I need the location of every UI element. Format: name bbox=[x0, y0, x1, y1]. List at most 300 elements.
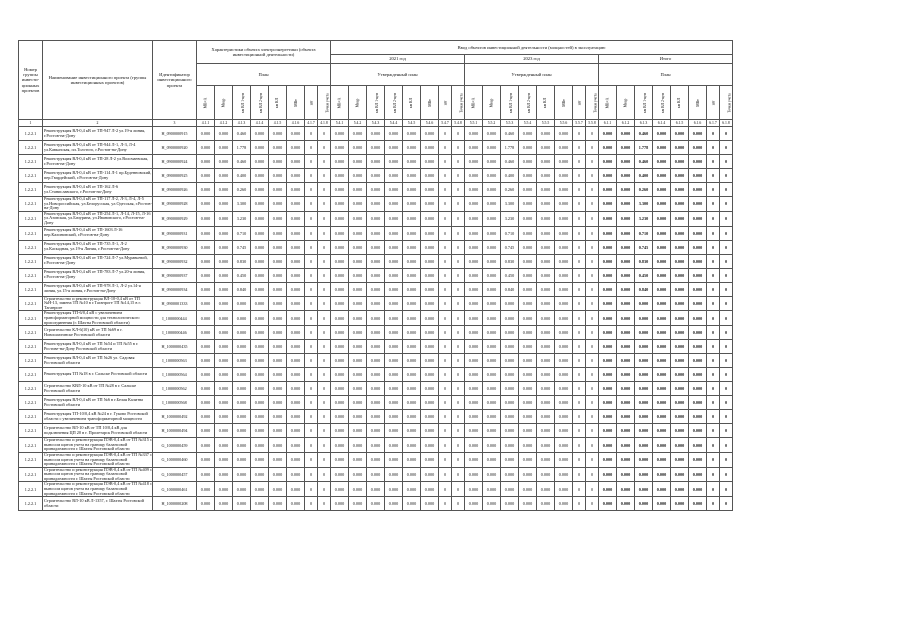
value-cell: 0.000 bbox=[269, 296, 287, 311]
value-cell: 0.000 bbox=[421, 482, 439, 497]
unit-header-label: МВ×А bbox=[471, 97, 476, 108]
value-cell: 0.000 bbox=[483, 326, 501, 340]
value-cell: 0.000 bbox=[501, 467, 519, 482]
value-cell: 0 bbox=[439, 197, 452, 212]
value-cell: 0 bbox=[720, 183, 733, 197]
value-cell: 0.000 bbox=[483, 452, 501, 467]
value-cell: 0.000 bbox=[555, 424, 573, 438]
value-cell: 0 bbox=[720, 296, 733, 311]
value-cell: 0.000 bbox=[215, 467, 233, 482]
value-cell: 0.000 bbox=[537, 326, 555, 340]
value-cell: 0.000 bbox=[233, 424, 251, 438]
value-cell: 0.745 bbox=[635, 240, 653, 254]
value-cell: 0.000 bbox=[599, 254, 617, 268]
value-cell: 0.000 bbox=[251, 211, 269, 226]
value-cell: 0.000 bbox=[465, 296, 483, 311]
unit-header-label: км КЛ bbox=[677, 97, 682, 108]
value-cell: 0.000 bbox=[483, 340, 501, 354]
value-cell: 0.000 bbox=[197, 438, 215, 453]
value-cell: 0.000 bbox=[689, 410, 707, 424]
value-cell: 0.000 bbox=[599, 396, 617, 410]
value-cell: 0.000 bbox=[537, 452, 555, 467]
value-cell: 0.000 bbox=[555, 396, 573, 410]
value-cell: 0.000 bbox=[465, 368, 483, 382]
value-cell: 0.000 bbox=[617, 368, 635, 382]
value-cell: 0.000 bbox=[555, 226, 573, 240]
value-cell: 0.000 bbox=[233, 467, 251, 482]
value-cell: 0.000 bbox=[269, 452, 287, 467]
value-cell: 0.000 bbox=[233, 296, 251, 311]
value-cell: 0.000 bbox=[689, 482, 707, 497]
value-cell: 0 bbox=[439, 354, 452, 368]
value-cell: 0.000 bbox=[617, 326, 635, 340]
value-cell: 0.000 bbox=[251, 340, 269, 354]
value-cell: 0 bbox=[707, 282, 720, 296]
table-row bbox=[19, 497, 733, 511]
unit-header bbox=[215, 86, 233, 120]
value-cell: 0.000 bbox=[349, 438, 367, 453]
value-cell: 0 bbox=[318, 326, 331, 340]
value-cell: 0 bbox=[707, 296, 720, 311]
value-cell: 0.000 bbox=[689, 155, 707, 169]
unit-header bbox=[233, 86, 251, 120]
value-cell: 0.000 bbox=[501, 382, 519, 396]
project-id-cell: I_1000000563 bbox=[153, 354, 197, 368]
project-id-cell: H_0900000934 bbox=[153, 282, 197, 296]
project-name-cell: Строительство и реконструкция ПЭВ-0,4 кВ от ТП №409 с выносом щитов учета на границу балансовой принадлежности г. Шахты Ростовской области bbox=[44, 467, 152, 481]
value-cell: 0.000 bbox=[671, 424, 689, 438]
value-cell: 0.830 bbox=[501, 254, 519, 268]
unit-header-label: МВ×А bbox=[203, 97, 208, 108]
value-cell: 0 bbox=[707, 311, 720, 326]
unit-header bbox=[331, 86, 349, 120]
value-cell: 0.000 bbox=[197, 482, 215, 497]
value-cell: 0.000 bbox=[331, 368, 349, 382]
value-cell: 0.000 bbox=[555, 410, 573, 424]
value-cell: 0.000 bbox=[555, 127, 573, 141]
group-number-cell: 1.2.2.1 bbox=[19, 368, 43, 382]
value-cell: 0.000 bbox=[671, 410, 689, 424]
value-cell: 0.000 bbox=[269, 197, 287, 212]
value-cell: 0.000 bbox=[483, 197, 501, 212]
value-cell: 0.000 bbox=[251, 169, 269, 183]
project-name-cell: Реконструкция ВЛ-0,4 кВ от ТП-117 Л-2, Л-3, Л-4, Л-5 ул.Новороссийская, ул.Белорусская, ул.Одесская, г.Ростов-на-Дону bbox=[44, 196, 152, 211]
value-cell: 0.000 bbox=[197, 268, 215, 282]
value-cell: 0.000 bbox=[385, 368, 403, 382]
value-cell: 0.000 bbox=[215, 368, 233, 382]
unit-header bbox=[385, 86, 403, 120]
value-cell: 0 bbox=[586, 482, 599, 497]
unit-header bbox=[707, 86, 720, 120]
value-cell: 0.000 bbox=[617, 240, 635, 254]
value-cell: 0 bbox=[452, 127, 465, 141]
value-cell: 0.460 bbox=[233, 127, 251, 141]
value-cell: 0.000 bbox=[671, 368, 689, 382]
value-cell: 0.000 bbox=[483, 169, 501, 183]
value-cell: 0 bbox=[305, 226, 318, 240]
value-cell: 0 bbox=[452, 169, 465, 183]
value-cell: 0.000 bbox=[689, 169, 707, 183]
value-cell: 0.000 bbox=[385, 169, 403, 183]
value-cell: 1.778 bbox=[635, 141, 653, 155]
unit-header-label: МВ×А bbox=[337, 97, 342, 108]
value-cell: 0.000 bbox=[233, 438, 251, 453]
value-cell: 0.000 bbox=[519, 482, 537, 497]
value-cell: 0.000 bbox=[385, 254, 403, 268]
project-id-cell: I_1000000446 bbox=[153, 326, 197, 340]
value-cell: 0.000 bbox=[331, 183, 349, 197]
value-cell: 0 bbox=[318, 424, 331, 438]
value-cell: 0.000 bbox=[215, 410, 233, 424]
value-cell: 0.000 bbox=[671, 438, 689, 453]
value-cell: 0.000 bbox=[251, 396, 269, 410]
value-cell: 0.000 bbox=[215, 326, 233, 340]
value-cell: 0.000 bbox=[555, 268, 573, 282]
value-cell: 0.000 bbox=[617, 226, 635, 240]
value-cell: 0.000 bbox=[653, 226, 671, 240]
value-cell: 0.000 bbox=[635, 326, 653, 340]
unit-header bbox=[599, 86, 617, 120]
value-cell: 0.830 bbox=[635, 254, 653, 268]
group-number-cell: 1.2.2.1 bbox=[19, 452, 43, 467]
table-row bbox=[19, 482, 733, 497]
value-cell: 0 bbox=[573, 296, 586, 311]
value-cell: 0 bbox=[439, 211, 452, 226]
table-row bbox=[19, 155, 733, 169]
value-cell: 0.000 bbox=[287, 354, 305, 368]
value-cell: 0 bbox=[305, 197, 318, 212]
value-cell: 0.000 bbox=[671, 396, 689, 410]
value-cell: 0.000 bbox=[465, 311, 483, 326]
unit-header bbox=[421, 86, 439, 120]
value-cell: 0 bbox=[573, 467, 586, 482]
value-cell: 0.000 bbox=[403, 438, 421, 453]
unit-header-label: Мвар bbox=[489, 98, 494, 107]
value-cell: 0.000 bbox=[653, 141, 671, 155]
value-cell: 0 bbox=[452, 296, 465, 311]
table-row bbox=[19, 368, 733, 382]
value-cell: 0.000 bbox=[537, 340, 555, 354]
value-cell: 0.000 bbox=[653, 197, 671, 212]
value-cell: 0.000 bbox=[367, 326, 385, 340]
value-cell: 0 bbox=[439, 424, 452, 438]
value-cell: 0.000 bbox=[269, 240, 287, 254]
value-cell: 0.000 bbox=[331, 268, 349, 282]
value-cell: 0 bbox=[305, 410, 318, 424]
project-id-cell: H_0900000924 bbox=[153, 155, 197, 169]
value-cell: 0 bbox=[439, 127, 452, 141]
value-cell: 0.000 bbox=[385, 438, 403, 453]
value-cell: 0.000 bbox=[385, 183, 403, 197]
value-cell: 0 bbox=[452, 482, 465, 497]
value-cell: 0 bbox=[707, 396, 720, 410]
table-row bbox=[19, 282, 733, 296]
value-cell: 0 bbox=[452, 268, 465, 282]
value-cell: 0.000 bbox=[689, 340, 707, 354]
value-cell: 0.000 bbox=[367, 424, 385, 438]
value-cell: 0 bbox=[720, 226, 733, 240]
value-cell: 0 bbox=[318, 141, 331, 155]
value-cell: 0.000 bbox=[251, 497, 269, 511]
value-cell: 0 bbox=[573, 240, 586, 254]
value-cell: 0 bbox=[439, 155, 452, 169]
value-cell: 0.000 bbox=[367, 282, 385, 296]
value-cell: 0 bbox=[305, 311, 318, 326]
value-cell: 0.000 bbox=[421, 197, 439, 212]
value-cell: 0.000 bbox=[671, 311, 689, 326]
value-cell: 0 bbox=[586, 382, 599, 396]
value-cell: 0.000 bbox=[599, 268, 617, 282]
value-cell: 0.000 bbox=[617, 424, 635, 438]
project-id-cell: H_0900000930 bbox=[153, 240, 197, 254]
column-number: 3 bbox=[153, 120, 197, 127]
value-cell: 0.000 bbox=[653, 296, 671, 311]
project-name-cell: Строительство и реконструкция ВЛ-10-0,4 кВ от ТП №Н-13, замена ТП №10 в г.Таганроге ТП №14,15 в г. Таганроге bbox=[43, 296, 153, 311]
value-cell: 0.000 bbox=[671, 254, 689, 268]
value-cell: 0.000 bbox=[421, 410, 439, 424]
value-cell: 0.000 bbox=[599, 497, 617, 511]
value-cell: 0 bbox=[452, 282, 465, 296]
project-name-cell: Строительство КЛ-6(10) кВ от ТП №69 в г. Новошахтинске Ростовской области bbox=[43, 326, 153, 340]
column-number: 5.5.1 bbox=[465, 120, 483, 127]
value-cell: 0 bbox=[707, 254, 720, 268]
value-cell: 0.000 bbox=[421, 354, 439, 368]
project-id-cell: H_0900000926 bbox=[153, 183, 197, 197]
project-id-cell: H_0900000937 bbox=[153, 268, 197, 282]
value-cell: 0.000 bbox=[599, 482, 617, 497]
value-cell: 0 bbox=[707, 226, 720, 240]
value-cell: 0 bbox=[452, 311, 465, 326]
value-cell: 0 bbox=[305, 396, 318, 410]
value-cell: 0.000 bbox=[689, 183, 707, 197]
group-no-header: Номер группы инвести-ционных проектов bbox=[19, 41, 43, 120]
project-id-cell: H_1000000208 bbox=[153, 497, 197, 511]
value-cell: 0.000 bbox=[519, 424, 537, 438]
column-number: 4.1.4 bbox=[251, 120, 269, 127]
value-cell: 0 bbox=[720, 211, 733, 226]
value-cell: 0.000 bbox=[269, 438, 287, 453]
value-cell: 0.000 bbox=[465, 155, 483, 169]
value-cell: 0 bbox=[573, 396, 586, 410]
value-cell: 0.000 bbox=[331, 254, 349, 268]
group-number-cell: 1.2.2.1 bbox=[19, 141, 43, 155]
value-cell: 0.000 bbox=[367, 183, 385, 197]
value-cell: 0.000 bbox=[403, 155, 421, 169]
value-cell: 0.000 bbox=[287, 127, 305, 141]
value-cell: 0.000 bbox=[421, 211, 439, 226]
value-cell: 0 bbox=[573, 197, 586, 212]
value-cell: 0 bbox=[720, 396, 733, 410]
value-cell: 0.000 bbox=[197, 226, 215, 240]
value-cell: 0.000 bbox=[421, 467, 439, 482]
value-cell: 0.000 bbox=[519, 211, 537, 226]
value-cell: 0.000 bbox=[367, 382, 385, 396]
value-cell: 0.000 bbox=[403, 127, 421, 141]
value-cell: 0.000 bbox=[555, 155, 573, 169]
value-cell: 0.000 bbox=[519, 282, 537, 296]
value-cell: 0.000 bbox=[331, 211, 349, 226]
value-cell: 0.000 bbox=[519, 497, 537, 511]
value-cell: 0.000 bbox=[501, 326, 519, 340]
value-cell: 0.000 bbox=[331, 240, 349, 254]
value-cell: 0 bbox=[720, 368, 733, 382]
value-cell: 0 bbox=[318, 368, 331, 382]
value-cell: 0.000 bbox=[421, 155, 439, 169]
value-cell: 0.000 bbox=[269, 410, 287, 424]
value-cell: 0.000 bbox=[537, 211, 555, 226]
value-cell: 0.000 bbox=[197, 183, 215, 197]
table-row bbox=[19, 424, 733, 438]
value-cell: 0.000 bbox=[501, 482, 519, 497]
project-name-cell: Реконструкция ВЛ-0,4 кВ от ТП-944 Л-1, Л-3, Л-4 ул.Кавказская, пл.Толстого, г.Ростов-на-Дону bbox=[43, 141, 153, 155]
value-cell: 0 bbox=[318, 268, 331, 282]
value-cell: 0.000 bbox=[599, 382, 617, 396]
value-cell: 0.000 bbox=[269, 169, 287, 183]
value-cell: 0.000 bbox=[349, 497, 367, 511]
value-cell: 0.000 bbox=[349, 326, 367, 340]
unit-header bbox=[439, 86, 452, 120]
column-number: 5.4.5 bbox=[403, 120, 421, 127]
value-cell: 0.000 bbox=[331, 497, 349, 511]
value-cell: 0.000 bbox=[403, 410, 421, 424]
value-cell: 0.000 bbox=[537, 155, 555, 169]
value-cell: 0.000 bbox=[483, 141, 501, 155]
value-cell: 0 bbox=[305, 340, 318, 354]
column-number: 5.4.8 bbox=[452, 120, 465, 127]
value-cell: 0 bbox=[305, 368, 318, 382]
group-number-cell: 1.2.2.1 bbox=[19, 268, 43, 282]
value-cell: 0.000 bbox=[635, 311, 653, 326]
value-cell: 0 bbox=[707, 482, 720, 497]
value-cell: 0.000 bbox=[617, 410, 635, 424]
value-cell: 0.000 bbox=[483, 368, 501, 382]
column-number: 6.1.4 bbox=[653, 120, 671, 127]
value-cell: 0.000 bbox=[689, 211, 707, 226]
value-cell: 0 bbox=[305, 240, 318, 254]
value-cell: 0.000 bbox=[251, 452, 269, 467]
project-id-cell: G_1000000460 bbox=[153, 452, 197, 467]
value-cell: 0 bbox=[452, 254, 465, 268]
value-cell: 0.000 bbox=[349, 254, 367, 268]
value-cell: 0.000 bbox=[465, 169, 483, 183]
value-cell: 0.000 bbox=[331, 326, 349, 340]
value-cell: 0 bbox=[452, 354, 465, 368]
value-cell: 0 bbox=[720, 452, 733, 467]
unit-header-label: км КЛ bbox=[543, 97, 548, 108]
value-cell: 0.000 bbox=[501, 296, 519, 311]
value-cell: 0.000 bbox=[421, 326, 439, 340]
column-number: 6.1.6 bbox=[689, 120, 707, 127]
value-cell: 0 bbox=[573, 482, 586, 497]
value-cell: 0 bbox=[707, 155, 720, 169]
table-row bbox=[19, 296, 733, 311]
value-cell: 0.000 bbox=[519, 240, 537, 254]
column-number: 6.1.3 bbox=[635, 120, 653, 127]
value-cell: 0.000 bbox=[215, 127, 233, 141]
value-cell: 0.000 bbox=[689, 354, 707, 368]
value-cell: 0 bbox=[439, 410, 452, 424]
value-cell: 0.000 bbox=[367, 240, 385, 254]
value-cell: 0.000 bbox=[519, 296, 537, 311]
value-cell: 0.000 bbox=[653, 438, 671, 453]
column-number: 4.1.1 bbox=[197, 120, 215, 127]
value-cell: 0.000 bbox=[251, 254, 269, 268]
group-number-cell: 1.2.2.1 bbox=[19, 296, 43, 311]
unit-header-label: км ВЛ 1-цеп bbox=[241, 92, 246, 113]
value-cell: 0 bbox=[720, 155, 733, 169]
value-cell: 0 bbox=[720, 438, 733, 453]
value-cell: 0.000 bbox=[599, 340, 617, 354]
group-number-cell: 1.2.2.1 bbox=[19, 240, 43, 254]
value-cell: 0.000 bbox=[269, 254, 287, 268]
value-cell: 0.000 bbox=[617, 197, 635, 212]
project-id-cell: H_0900000928 bbox=[153, 197, 197, 212]
table-row bbox=[19, 467, 733, 482]
value-cell: 0 bbox=[452, 211, 465, 226]
value-cell: 0.000 bbox=[269, 497, 287, 511]
value-cell: 0.400 bbox=[635, 169, 653, 183]
value-cell: 0.000 bbox=[617, 141, 635, 155]
value-cell: 0.400 bbox=[501, 169, 519, 183]
value-cell: 0 bbox=[439, 438, 452, 453]
value-cell: 0 bbox=[707, 438, 720, 453]
value-cell: 0.000 bbox=[349, 424, 367, 438]
group-number-cell: 1.2.2.1 bbox=[19, 467, 43, 482]
project-id-cell: G_1000000459 bbox=[153, 438, 197, 453]
value-cell: 0.000 bbox=[251, 226, 269, 240]
value-cell: 0.000 bbox=[385, 197, 403, 212]
value-cell: 0 bbox=[439, 296, 452, 311]
value-cell: 0.000 bbox=[689, 467, 707, 482]
value-cell: 0.000 bbox=[215, 396, 233, 410]
value-cell: 0.000 bbox=[251, 240, 269, 254]
value-cell: 0 bbox=[586, 438, 599, 453]
value-cell: 0.000 bbox=[689, 311, 707, 326]
table-row bbox=[19, 169, 733, 183]
value-cell: 0.000 bbox=[671, 497, 689, 511]
value-cell: 0.000 bbox=[331, 452, 349, 467]
value-cell: 0 bbox=[720, 141, 733, 155]
value-cell: 0 bbox=[452, 382, 465, 396]
value-cell: 0.000 bbox=[537, 226, 555, 240]
value-cell: 0.000 bbox=[403, 296, 421, 311]
value-cell: 0.000 bbox=[367, 452, 385, 467]
value-cell: 0.000 bbox=[635, 396, 653, 410]
value-cell: 0 bbox=[439, 169, 452, 183]
value-cell: 0 bbox=[318, 254, 331, 268]
value-cell: 0.000 bbox=[287, 226, 305, 240]
value-cell: 0.000 bbox=[215, 482, 233, 497]
value-cell: 0.000 bbox=[269, 340, 287, 354]
value-cell: 0.000 bbox=[689, 240, 707, 254]
value-cell: 0.000 bbox=[403, 169, 421, 183]
value-cell: 0.000 bbox=[599, 452, 617, 467]
value-cell: 0.000 bbox=[385, 311, 403, 326]
value-cell: 0.000 bbox=[483, 183, 501, 197]
column-number: 5.5.7 bbox=[573, 120, 586, 127]
column-number: 4.1.8 bbox=[318, 120, 331, 127]
value-cell: 0.000 bbox=[465, 197, 483, 212]
value-cell: 0.000 bbox=[269, 127, 287, 141]
value-cell: 0 bbox=[586, 326, 599, 340]
value-cell: 0.000 bbox=[465, 141, 483, 155]
plan-total-header: План bbox=[599, 64, 733, 86]
value-cell: 0.000 bbox=[599, 226, 617, 240]
value-cell: 0 bbox=[573, 382, 586, 396]
value-cell: 0.000 bbox=[689, 382, 707, 396]
value-cell: 0.000 bbox=[385, 155, 403, 169]
value-cell: 0.000 bbox=[483, 155, 501, 169]
